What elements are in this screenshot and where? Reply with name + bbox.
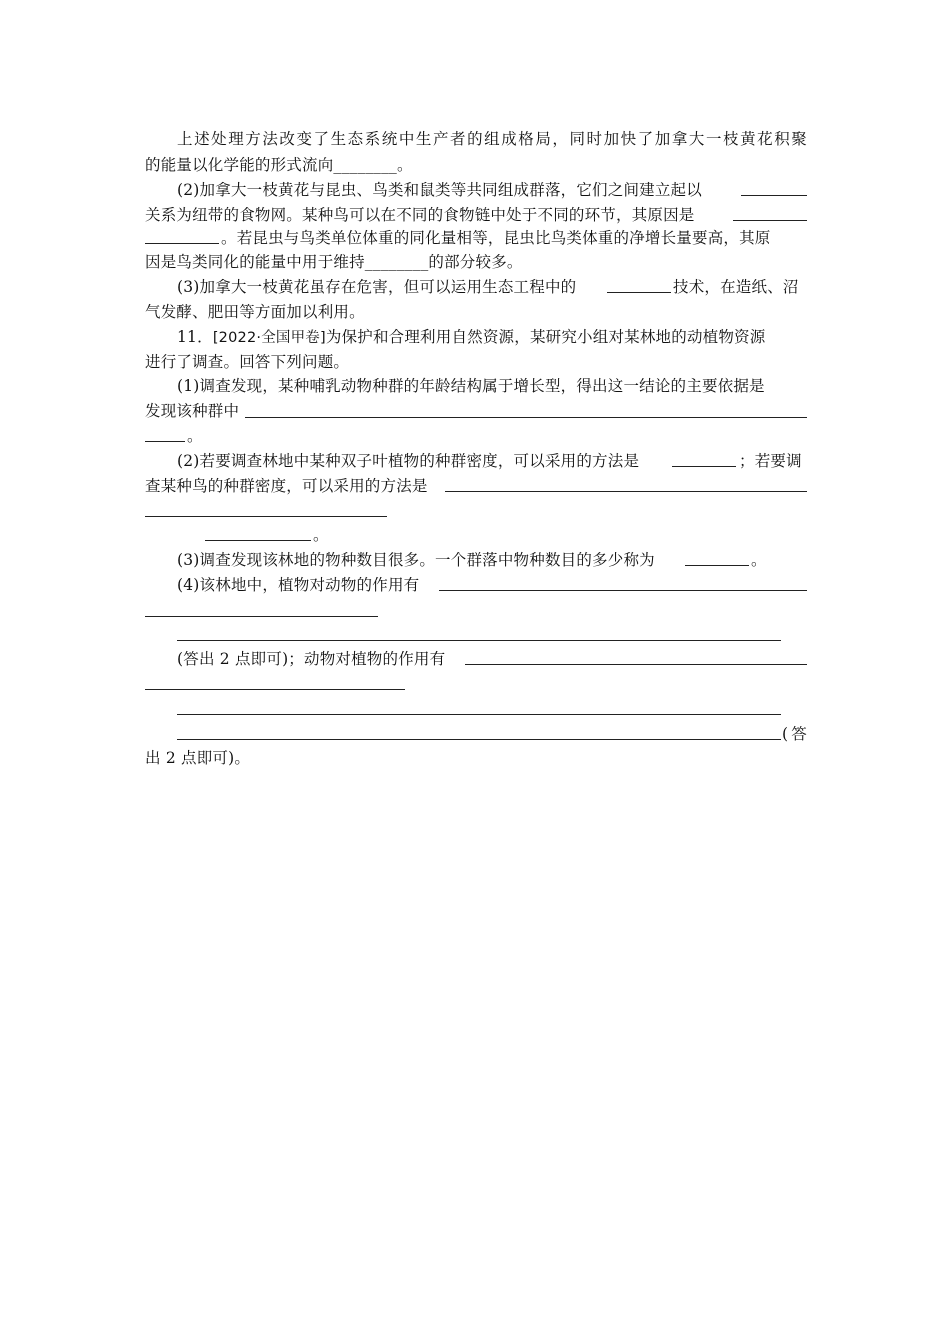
question-11-2-line: (2)若要调查林地中某种双子叶植物的种群密度，可以采用的方法是 [177,452,640,470]
question-stem: 为保护和合理利用自然资源，某研究小组对某林地的动植物资源 [325,328,766,346]
question-11-4-line [782,721,807,747]
answer-line[interactable] [177,640,781,641]
question-11-4-line: 出 2 点即可)。 [145,749,251,767]
answer-line[interactable] [205,540,311,541]
question-2-line: (2)加拿大一枝黄花与昆虫、鸟类和鼠类等共同组成群落，它们之间建立起以 [177,181,702,199]
question-11-header [177,324,765,350]
question-3-line: (3)加拿大一枝黄花虽存在危害，但可以运用生态工程中的 [177,278,577,296]
paragraph-line: 的能量以化学能的形式流向________。 [145,156,413,174]
question-11-3-line: 。 [751,551,767,569]
answer-blank[interactable] [733,220,807,221]
answer-blank[interactable] [672,466,736,467]
question-11-4-line: (4)该林地中，植物对动物的作用有 [177,576,420,594]
question-2-line: 关系为纽带的食物网。某种鸟可以在不同的食物链中处于不同的环节，其原因是 [145,206,695,224]
answer-line[interactable] [145,441,185,442]
question-11-2-line: 查某种鸟的种群密度，可以采用的方法是 [145,477,428,495]
question-2-line: 因是鸟类同化的能量中用于维持________的部分较多。 [145,253,523,271]
answer-line[interactable] [445,491,807,492]
question-3-line: 气发酵、肥田等方面加以利用。 [145,303,365,321]
answer-line[interactable] [177,714,781,715]
paragraph-line: 上述处理方法改变了生态系统中生产者的组成格局，同时加快了加拿大一枝黄花积聚 [177,130,807,148]
question-2-line: 。若昆虫与鸟类单位体重的同化量相等，昆虫比鸟类体重的净增长量要高，其原 [221,229,771,247]
question-source: [2022·全国甲卷] [212,330,326,346]
answer-blank[interactable] [607,292,671,293]
answer-blank[interactable] [685,565,749,566]
question-11-2-line: ；若要调 [739,452,802,470]
question-11-1-line: 发现该种群中 [145,402,240,420]
question-11-2-line: 。 [313,526,329,544]
answer-line[interactable] [177,739,781,740]
paren-open: ( [782,725,789,743]
answer-line[interactable] [439,590,807,591]
answer-line[interactable] [145,689,405,690]
question-number: 11． [177,328,213,346]
answer-blank[interactable] [145,243,219,244]
question-11-1-line: (1)调查发现，某种哺乳动物种群的年龄结构属于增长型，得出这一结论的主要依据是 [177,377,765,395]
text-fragment: 答 [791,725,807,743]
answer-line[interactable] [465,664,807,665]
answer-line[interactable] [145,516,387,517]
question-11-line: 进行了调查。回答下列问题。 [145,353,350,371]
answer-line[interactable] [145,616,378,617]
question-11-3-line: (3)调查发现该林地的物种数目很多。一个群落中物种数目的多少称为 [177,551,655,569]
question-11-4-line: (答出 2 点即可)；动物对植物的作用有 [177,650,446,668]
answer-line[interactable] [245,417,807,418]
answer-blank[interactable] [741,195,807,196]
question-11-1-line: 。 [187,427,203,445]
question-3-line: 技术，在造纸、沼 [673,278,799,296]
